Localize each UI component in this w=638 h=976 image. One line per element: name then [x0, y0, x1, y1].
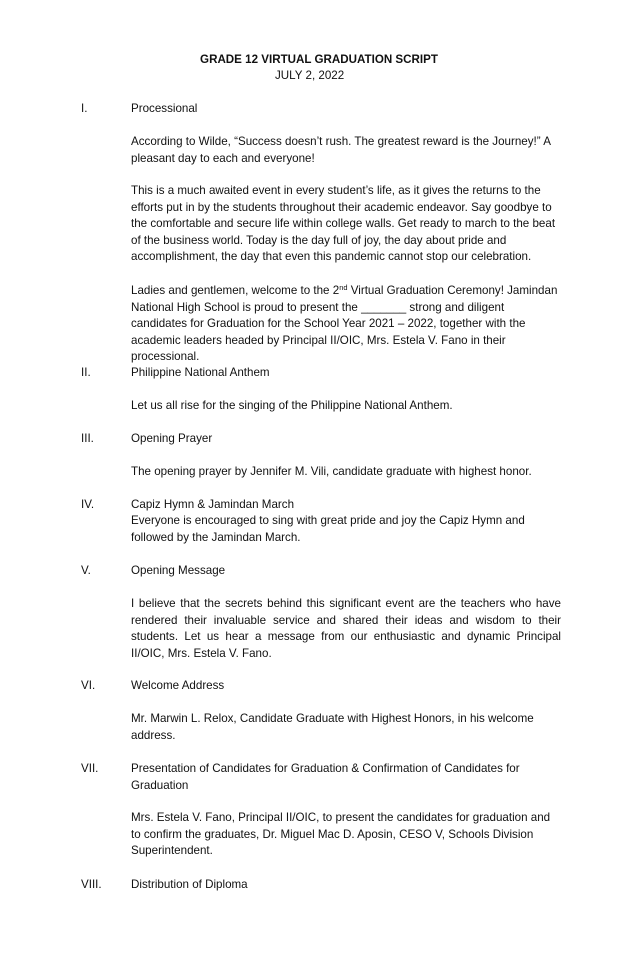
- welcome-text-end: Virtual Graduation Ceremony! Jamindan National High School is proud to present the _______ strong and diligent candidates for Graduation for the School Year 2021 – 2022, together with the academic leaders headed by Principal II/OIC, Mrs. Estela V. Fano in their processional.: [131, 284, 558, 364]
- section-heading: Distribution of Diploma: [131, 878, 248, 891]
- section-paragraph: According to Wilde, “Success doesn’t rush. The greatest reward is the Journey!” A pleasant day to each and everyone!: [131, 135, 551, 165]
- document-title: GRADE 12 VIRTUAL GRADUATION SCRIPT: [200, 53, 438, 66]
- section-paragraph: Mr. Marwin L. Relox, Candidate Graduate with Highest Honors, in his welcome address.: [131, 712, 534, 742]
- section-numeral: V.: [81, 564, 91, 577]
- section-numeral: III.: [81, 432, 94, 445]
- section-numeral: IV.: [81, 498, 95, 511]
- section-heading: Philippine National Anthem: [131, 366, 270, 379]
- section-paragraph: I believe that the secrets behind this significant event are the teachers who have rendered their invaluable service and shared their ideas and wisdom to their students. Let us hear a message from our enthusiastic and dynamic Principal II/OIC, Mrs. Estela V. Fano.: [131, 597, 561, 660]
- welcome-text-start: Ladies and gentlemen, welcome to the 2: [131, 284, 340, 297]
- section-paragraph: Everyone is encouraged to sing with great pride and joy the Capiz Hymn and followed by the Jamindan March.: [131, 514, 525, 544]
- section-numeral: II.: [81, 366, 91, 379]
- document-date: JULY 2, 2022: [275, 69, 345, 82]
- section-heading: Welcome Address: [131, 679, 225, 692]
- section-numeral: VI.: [81, 679, 96, 692]
- section-paragraph: Let us all rise for the singing of the Philippine National Anthem.: [131, 399, 453, 412]
- ordinal-suffix: nd: [339, 283, 348, 292]
- welcome-paragraph: [131, 283, 561, 366]
- section-paragraph: The opening prayer by Jennifer M. Vili, candidate graduate with highest honor.: [131, 465, 532, 478]
- section-numeral: I.: [81, 102, 88, 115]
- section-paragraph: This is a much awaited event in every student’s life, as it gives the returns to the efforts put in by the students throughout their academic endeavor. Say goodbye to the comfortable and secure life within college walls. Get ready to march to the beat of the business world. Today is the day full of joy, the day about pride and accomplishment, the day that even this pandemic cannot stop our celebration.: [131, 184, 556, 264]
- section-heading: Presentation of Candidates for Graduation & Confirmation of Candidates for Graduation: [131, 762, 520, 792]
- section-heading: Opening Prayer: [131, 432, 213, 445]
- section-paragraph: Mrs. Estela V. Fano, Principal II/OIC, to present the candidates for graduation and to confirm the graduates, Dr. Miguel Mac D. Aposin, CESO V, Schools Division Superintendent.: [131, 811, 551, 858]
- section-heading: Capiz Hymn & Jamindan March: [131, 498, 295, 511]
- section-heading: Processional: [131, 102, 198, 115]
- section-heading: Opening Message: [131, 564, 226, 577]
- section-numeral: VII.: [81, 762, 99, 775]
- section-numeral: VIII.: [81, 878, 102, 891]
